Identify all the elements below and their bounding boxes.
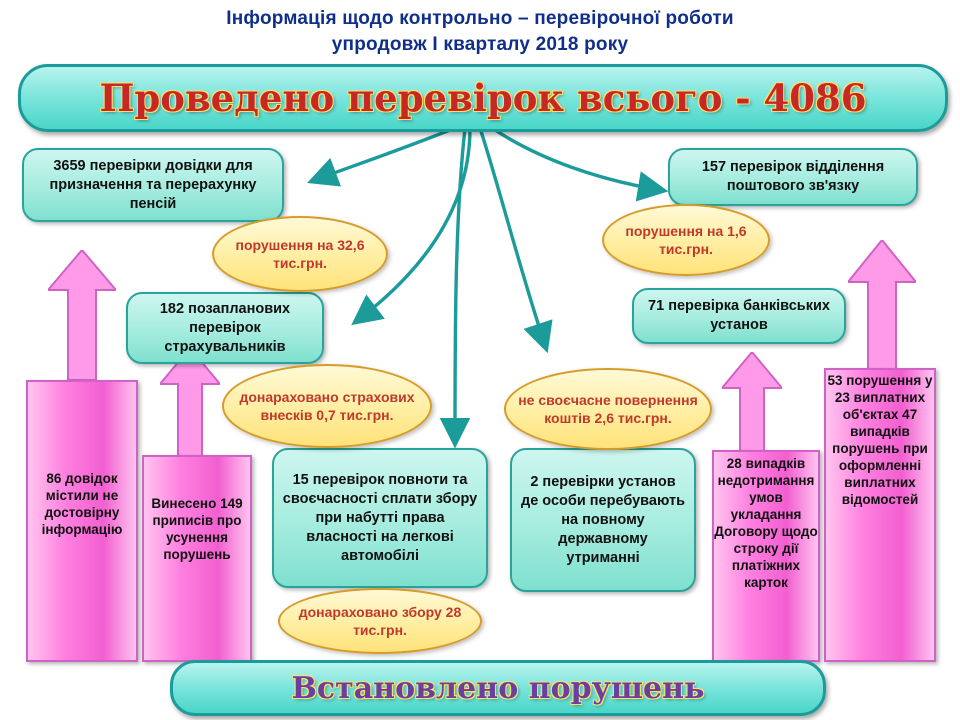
up-arrow-right-1 — [722, 352, 782, 462]
column-28-contract-cases-label: 28 випадків недотримання умов укладання Договору щодо строку дії платіжних карток — [714, 456, 818, 590]
ellipse-violations-1-6: порушення на 1,6 тис.грн. — [602, 204, 770, 276]
main-title-text: Проведено перевірок всього - 4086 — [99, 76, 867, 120]
bottom-banner-text: Встановлено порушень — [291, 670, 705, 706]
ellipse-extra-fee-28: донараховано збору 28 тис.грн. — [278, 588, 482, 654]
page-title-line-2: упродовж І кварталу 2018 року — [331, 34, 629, 55]
page-title-line-1: Інформація щодо контрольно – перевірочної роботи — [226, 8, 734, 29]
box-checks-unscheduled-insurers: 182 позапланових перевірок страхувальників — [126, 292, 324, 364]
column-86-certificates-label: 86 довідок містили не достовірну інформацію — [41, 471, 123, 537]
box-checks-post-offices: 157 перевірок відділення поштового зв'язку — [668, 148, 918, 206]
box-checks-vehicle-ownership: 15 перевірок повноти та своєчасності сплати збору при набутті права власності на легкові автомобілі — [272, 448, 488, 588]
column-53-violations-label: 53 порушення у 23 виплатних об'єктах 47 випадків порушень при оформленні виплатних відомостей — [827, 373, 933, 507]
ellipse-violations-32-6: порушення на 32,6 тис.грн. — [212, 216, 388, 292]
box-checks-pension-certificates: 3659 перевірки довідки для призначення та перерахунку пенсій — [22, 148, 284, 222]
box-checks-banks: 71 перевірка банківських установ — [632, 288, 846, 344]
up-arrow-right-2 — [848, 240, 916, 380]
box-checks-full-state-support: 2 перевірки установ де особи перебувають на повному державному утриманні — [510, 448, 696, 592]
column-149-orders-label: Винесено 149 приписів про усунення порушень — [151, 496, 243, 562]
main-title-banner — [18, 64, 948, 132]
up-arrow-left-2 — [160, 348, 220, 458]
ellipse-extra-insurance-0-7: донараховано страхових внесків 0,7 тис.грн. — [222, 364, 432, 448]
ellipse-late-refund-2-6: не своєчасне повернення коштів 2,6 тис.грн. — [504, 368, 712, 450]
up-arrow-left-1 — [48, 250, 116, 380]
bottom-banner — [170, 660, 826, 716]
